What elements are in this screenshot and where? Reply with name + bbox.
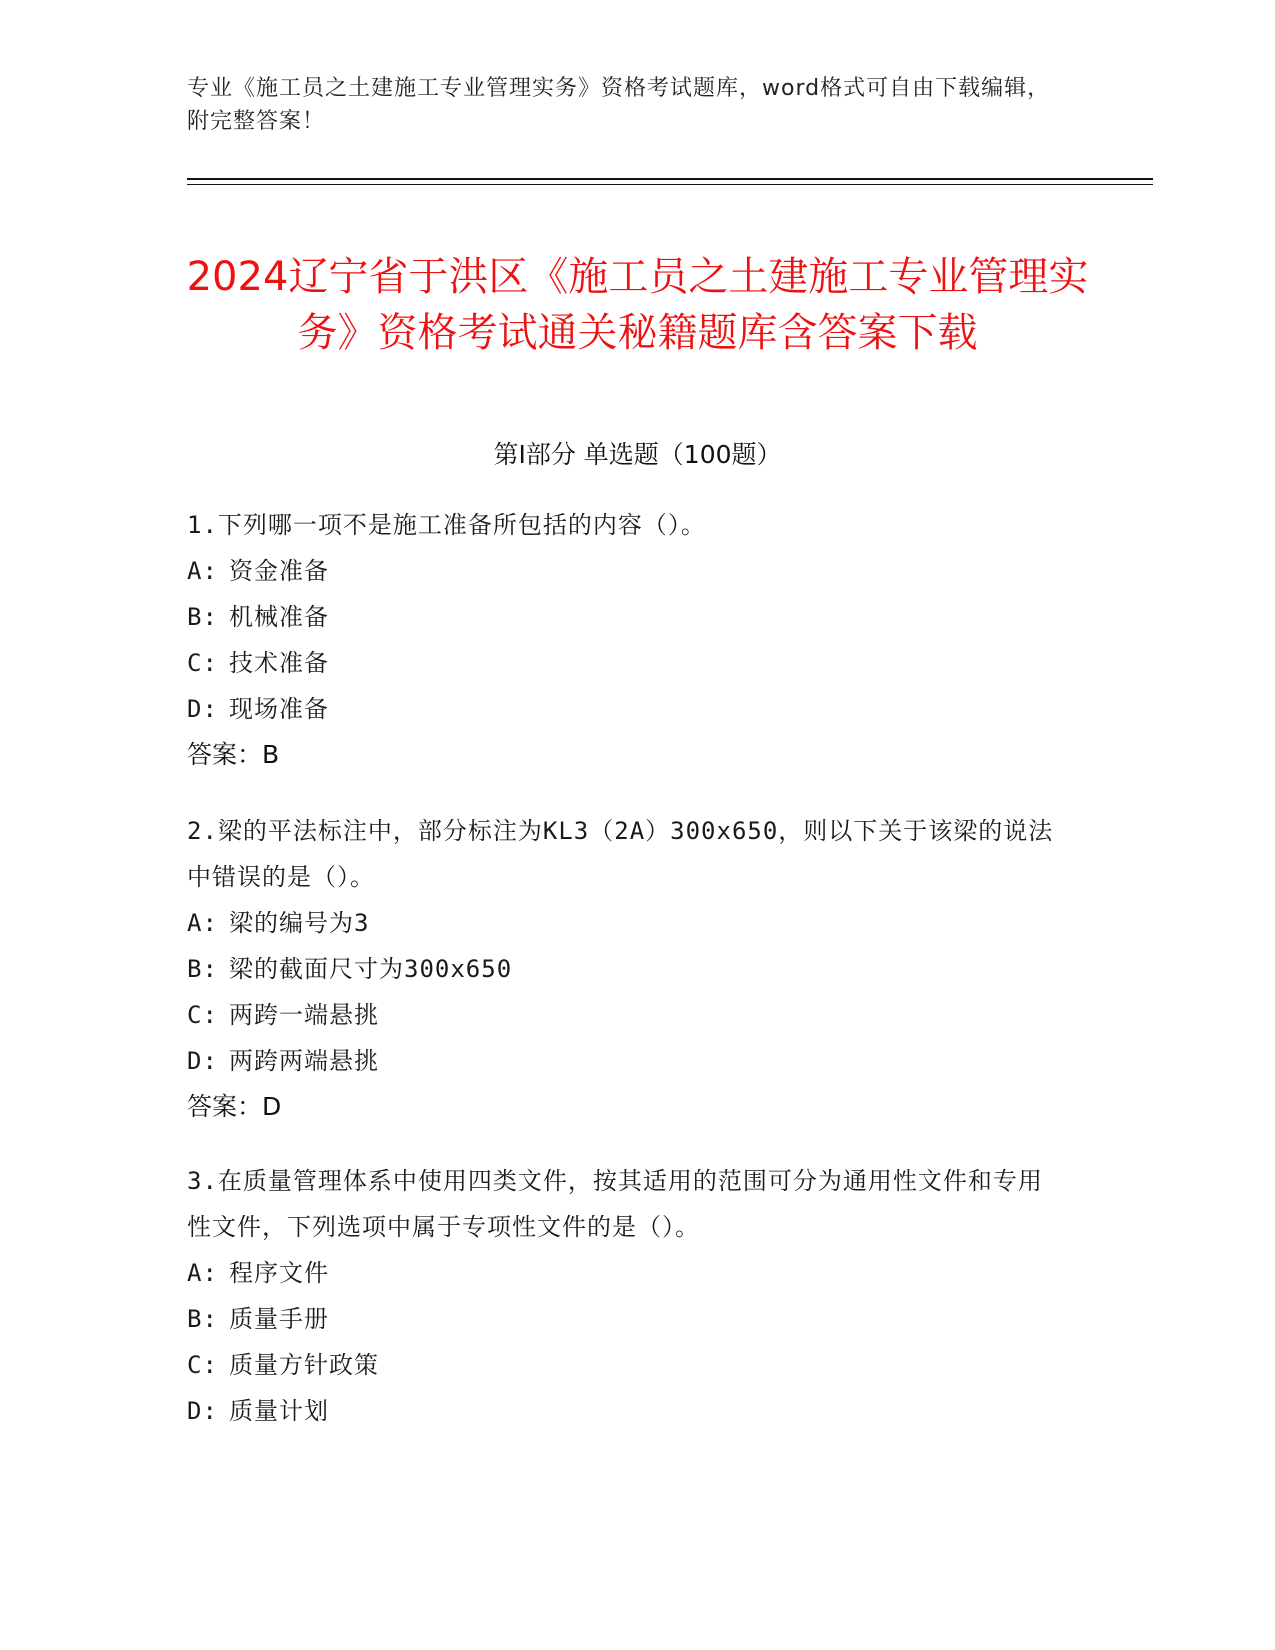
option-text: 资金准备 xyxy=(229,557,329,585)
header-divider-thick xyxy=(187,178,1153,180)
option-text: 梁的编号为3 xyxy=(229,909,370,937)
option-text: 现场准备 xyxy=(229,695,329,723)
option-key: A: xyxy=(187,909,218,937)
option-b xyxy=(187,946,1067,992)
header-note: 专业《施工员之土建施工专业管理实务》资格考试题库，word格式可自由下载编辑，附完整答案！ xyxy=(187,76,1051,134)
option-text: 质量方针政策 xyxy=(229,1351,379,1379)
option-text: 质量手册 xyxy=(229,1305,329,1333)
option-key: B: xyxy=(187,955,218,983)
option-text: 机械准备 xyxy=(229,603,329,631)
option-c xyxy=(187,992,1067,1038)
option-c xyxy=(187,1342,1067,1388)
option-key: D: xyxy=(187,1047,218,1075)
option-b xyxy=(187,594,1067,640)
option-d xyxy=(187,1038,1067,1084)
option-c xyxy=(187,640,1067,686)
answer: 答案：B xyxy=(187,740,280,769)
option-text: 技术准备 xyxy=(229,649,329,677)
header-divider-thin xyxy=(187,184,1153,185)
option-d xyxy=(187,1388,1067,1434)
answer: 答案：D xyxy=(187,1092,282,1121)
option-key: A: xyxy=(187,557,218,585)
option-key: A: xyxy=(187,1259,218,1287)
document-title: 2024辽宁省于洪区《施工员之土建施工专业管理实务》资格考试通关秘籍题库含答案下载 xyxy=(186,253,1089,356)
question-1 xyxy=(187,502,1067,778)
question-stem: 1.下列哪一项不是施工准备所包括的内容（）。 xyxy=(187,511,706,539)
question-2 xyxy=(187,808,1067,1130)
option-d xyxy=(187,686,1067,732)
option-key: B: xyxy=(187,603,218,631)
option-a xyxy=(187,1250,1067,1296)
option-text: 质量计划 xyxy=(229,1397,329,1425)
option-key: B: xyxy=(187,1305,218,1333)
option-text: 梁的截面尺寸为300x650 xyxy=(229,955,513,983)
question-stem: 2.梁的平法标注中，部分标注为KL3（2A）300x650，则以下关于该梁的说法中错误的是（）。 xyxy=(187,817,1054,891)
option-a xyxy=(187,548,1067,594)
option-text: 两跨一端悬挑 xyxy=(229,1001,379,1029)
section-title: 第I部分 单选题（100题） xyxy=(493,440,782,469)
option-text: 两跨两端悬挑 xyxy=(229,1047,379,1075)
option-text: 程序文件 xyxy=(229,1259,329,1287)
option-b xyxy=(187,1296,1067,1342)
question-3 xyxy=(187,1158,1067,1434)
option-key: C: xyxy=(187,1351,218,1379)
option-key: D: xyxy=(187,695,218,723)
option-key: C: xyxy=(187,649,218,677)
option-a xyxy=(187,900,1067,946)
question-stem: 3.在质量管理体系中使用四类文件，按其适用的范围可分为通用性文件和专用性文件，下列选项中属于专项性文件的是（）。 xyxy=(187,1167,1043,1241)
option-key: D: xyxy=(187,1397,218,1425)
option-key: C: xyxy=(187,1001,218,1029)
